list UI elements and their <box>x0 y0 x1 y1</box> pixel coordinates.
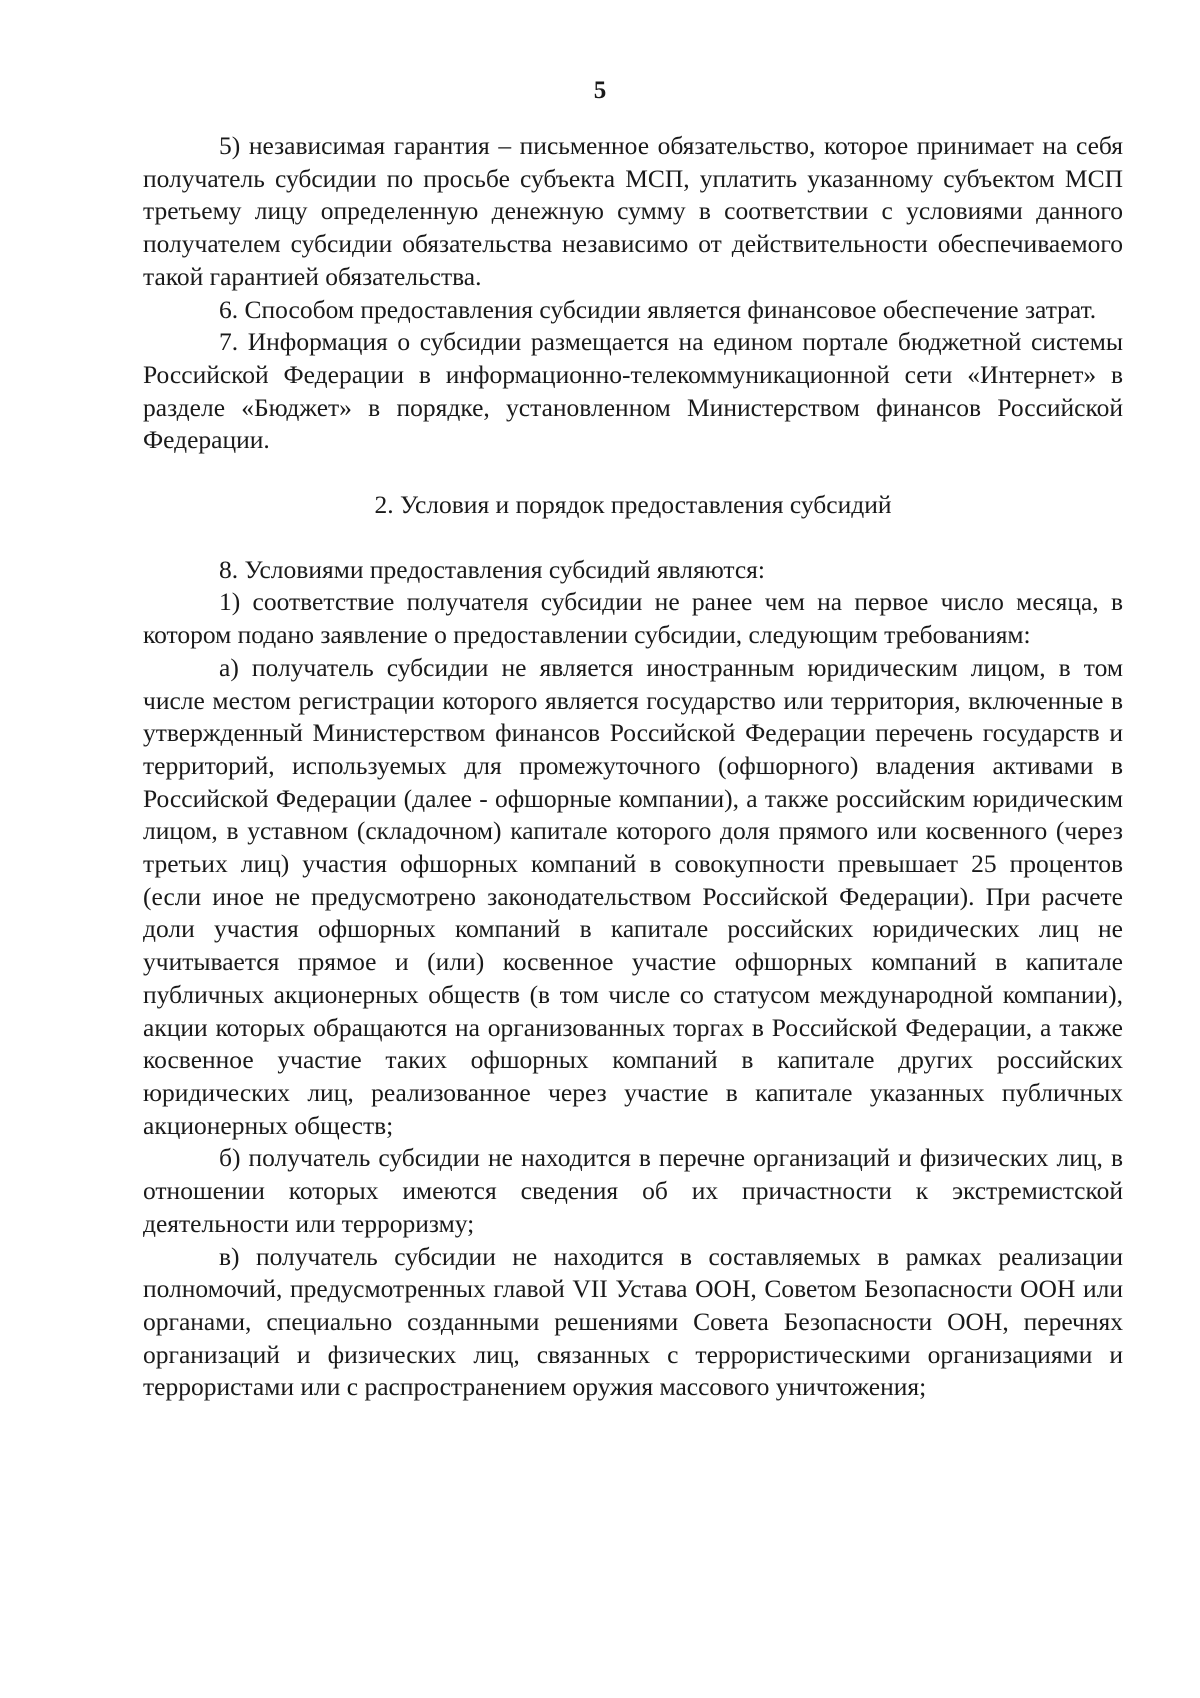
paragraph-independent-guarantee: 5) независимая гарантия – письменное обязательство, которое принимает на себя получатель субсидии по просьбе субъекта МСП, уплатить указанному субъектом МСП третьему лицу определенную денежную сумму в соответствии с условиями данного получателем субсидии обязательства независимо от действительности обеспечиваемого такой гарантией обязательства. <box>143 131 1123 291</box>
paragraph-6-subsidy-method: 6. Способом предоставления субсидии является финансовое обеспечение затрат. <box>219 294 1097 324</box>
paragraph-condition-v: в) получатель субсидии не находится в составляемых в рамках реализации полномочий, предусмотренных главой VII Устава ООН, Советом Безопасности ООН или органами, специально созданными решениями Совета Безопасности ООН, перечнях организаций и физических лиц, связанных с террористическими организациями и террористами или с распространением оружия массового уничтожения; <box>143 1241 1123 1402</box>
page-number: 5 <box>593 77 607 104</box>
paragraph-7-subsidy-information: 7. Информация о субсидии размещается на едином портале бюджетной системы Российской Федерации в информационно-телекоммуникационной сети «Интернет» в разделе «Бюджет» в порядке, установленном Министерством финансов Российской Федерации. <box>143 327 1123 455</box>
section-heading: 2. Условия и порядок предоставления субсидий <box>374 490 892 520</box>
paragraph-condition-a: а) получатель субсидии не является иностранным юридическим лицом, в том числе местом регистрации которого является государство или территория, включенные в утвержденный Министерством финансов Российской Федерации перечень государств и территорий, используемых для промежуточного (офшорного) владения активами в Российской Федерации (далее - офшорные компании), а также российским юридическим лицом, в уставном (складочном) капитале которого доля прямого или косвенного (через третьих лиц) участия офшорных компаний в совокупности превышает 25 процентов (если иное не предусмотрено законодательством Российской Федерации). При расчете доли участия офшорных компаний в капитале российских юридических лиц не учитывается прямое и (или) косвенное участие офшорных компаний в капитале публичных акционерных обществ (в том числе со статусом международной компании), акции которых обращаются на организованных торгах в Российской Федерации, а также косвенное участие таких офшорных компаний в капитале других российских юридических лиц, реализованное через участие в капитале указанных публичных акционерных обществ; <box>143 652 1123 1140</box>
paragraph-condition-b: б) получатель субсидии не находится в перечне организаций и физических лиц, в отношении которых имеются сведения об их причастности к экстремистской деятельности или терроризму; <box>143 1143 1123 1238</box>
paragraph-8-conditions: 8. Условиями предоставления субсидий являются: <box>219 554 765 584</box>
paragraph-condition-1: 1) соответствие получателя субсидии не ранее чем на первое число месяца, в котором подано заявление о предоставлении субсидии, следующим требованиям: <box>143 587 1123 650</box>
document-body <box>143 130 1123 1404</box>
